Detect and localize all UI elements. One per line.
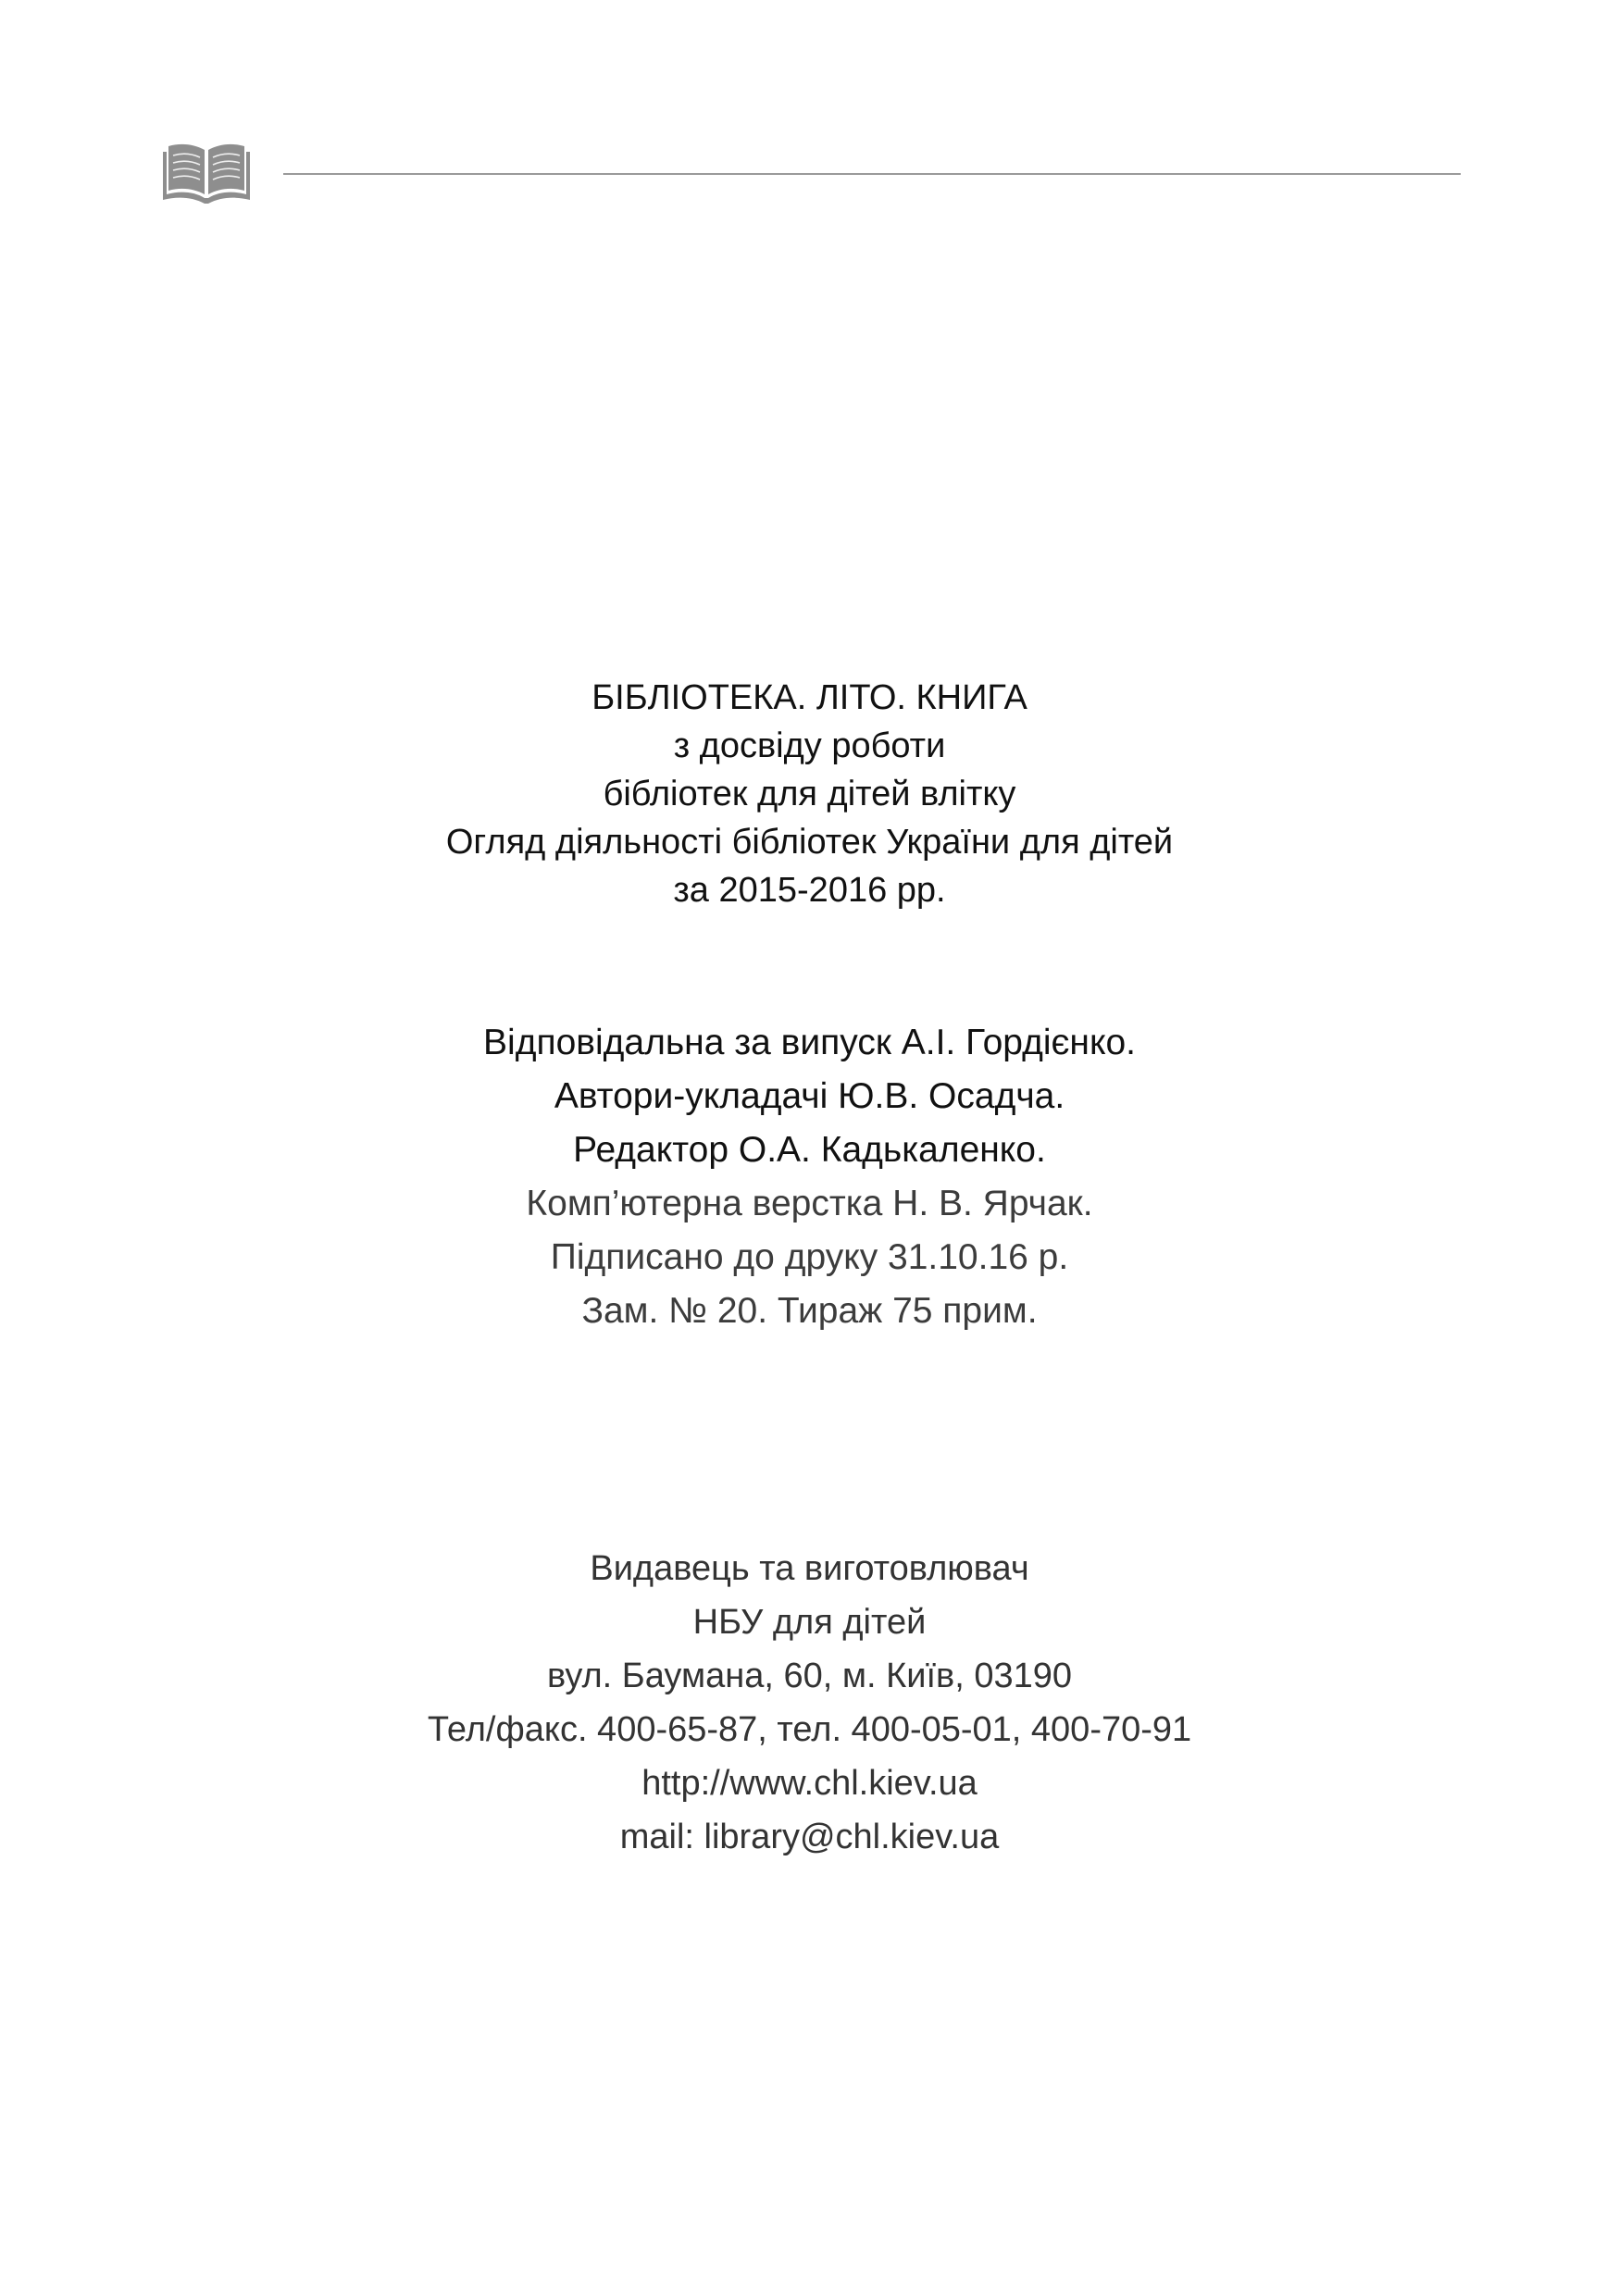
signed-to-print: Підписано до друку 31.10.16 р. <box>550 1237 1069 1277</box>
book-title: БІБЛІОТЕКА. ЛІТО. КНИГА <box>592 678 1027 717</box>
authors-compilers: Автори-укладачі Ю.В. Осадча. <box>554 1076 1065 1116</box>
publisher-block <box>0 1542 1619 1864</box>
publisher-email: mail: library@chl.kiev.ua <box>619 1818 1000 1856</box>
open-book-icon <box>163 139 250 204</box>
subtitle-line-2: бібліотек для дітей влітку <box>603 775 1016 813</box>
publisher-website: http://www.chl.kiev.ua <box>641 1764 978 1803</box>
subtitle-line-1: з досвіду роботи <box>673 726 946 765</box>
publisher-address: вул. Баумана, 60, м. Київ, 03190 <box>546 1657 1073 1695</box>
publisher-label: Видавець та виготовлювач <box>590 1549 1029 1588</box>
publisher-name: НБУ для дітей <box>692 1603 927 1642</box>
credits-block <box>0 1016 1619 1338</box>
layout-credit: Комп’ютерна верстка Н. В. Ярчак. <box>526 1184 1093 1223</box>
subtitle-line-3: Огляд діяльності бібліотек України для дітей <box>445 823 1174 862</box>
title-block <box>0 674 1619 914</box>
subtitle-years: за 2015-2016 рр. <box>673 871 946 910</box>
publisher-phones: Тел/факс. 400-65-87, тел. 400-05-01, 400-70-91 <box>427 1710 1192 1749</box>
responsible-person: Відповідальна за випуск А.І. Гордієнко. <box>483 1023 1136 1062</box>
editor: Редактор О.А. Кадькаленко. <box>573 1130 1046 1170</box>
header-rule <box>283 173 1461 175</box>
order-circulation: Зам. № 20. Тираж 75 прим. <box>581 1291 1038 1331</box>
